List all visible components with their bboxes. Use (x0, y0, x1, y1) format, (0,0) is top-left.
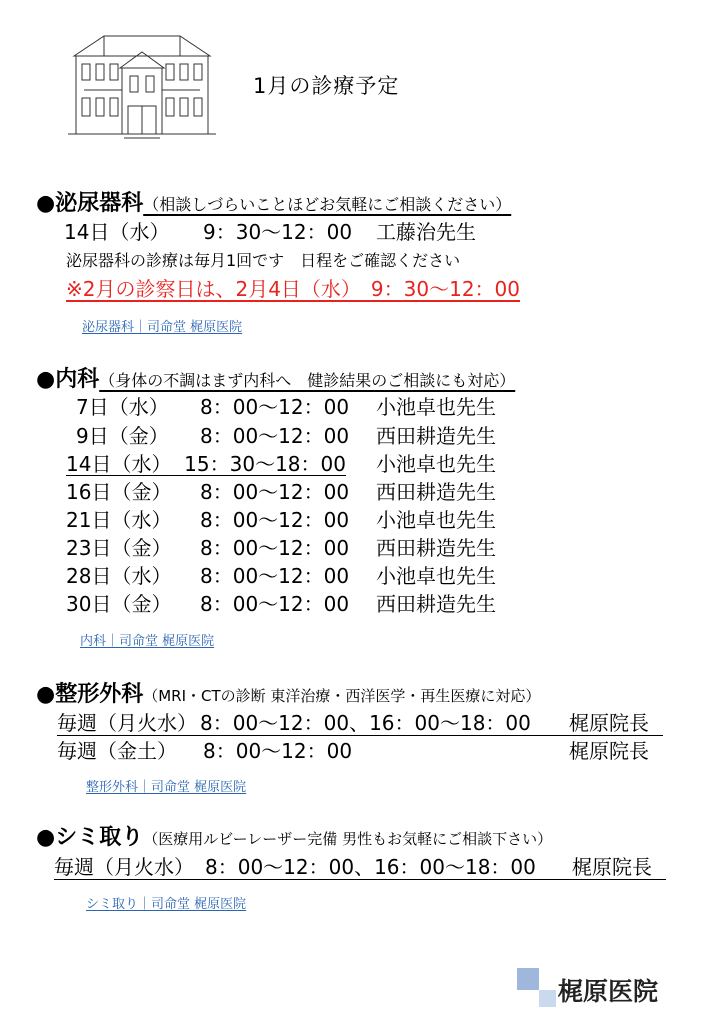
spots-heading: ●シミ取り (36, 825, 144, 850)
internal-time: 8：00～12：00 (200, 395, 350, 419)
internal-row (0, 504, 709, 530)
internal-date: 7日（水） (76, 395, 169, 419)
internal-time: 8：00～12：00 (200, 424, 350, 448)
clinic-logo-square-light (539, 990, 556, 1007)
internal-time: 15：30～18：00 (184, 452, 346, 476)
clinic-building-illustration (64, 28, 220, 140)
internal-doctor: 西田耕造先生 (376, 480, 496, 504)
ortho-days: 毎週（金土） (57, 739, 177, 763)
urology-link[interactable]: 泌尿器科｜司命堂 梶原医院 (82, 320, 243, 335)
internal-row (0, 560, 709, 586)
internal-doctor: 西田耕造先生 (376, 536, 496, 560)
ortho-row (57, 707, 663, 736)
internal-doctor: 西田耕造先生 (376, 592, 496, 616)
internal-time: 8：00～12：00 (200, 536, 350, 560)
ortho-doctor: 梶原院長 (569, 739, 649, 763)
internal-doctor: 小池卓也先生 (376, 564, 496, 588)
internal-date-time-underlined (66, 448, 358, 477)
internal-time: 8：00～12：00 (200, 564, 350, 588)
spots-link[interactable]: シミ取り｜司命堂 梶原医院 (86, 897, 247, 912)
ortho-time: 8：00～12：00、16：00～18：00 (200, 711, 531, 735)
internal-time: 8：00～12：00 (200, 508, 350, 532)
internal-date: 21日（水） (66, 508, 172, 532)
spots-note: （医療用ルビーレーザー完備 男性もお気軽にご相談下さい） (143, 830, 553, 848)
internal-date: 30日（金） (66, 592, 172, 616)
internal-row (0, 532, 709, 558)
spots-section-heading (36, 820, 552, 851)
urology-row (0, 216, 709, 242)
internal-note: （身体の不調はまず内科へ 健診結果のご相談にも対応） (99, 371, 516, 390)
internal-row (0, 420, 709, 446)
page-title: 1月の診療予定 (253, 74, 400, 98)
internal-date: 16日（金） (66, 480, 172, 504)
internal-row (0, 588, 709, 614)
urology-notice: ※2月の診察日は、2月4日（水） 9：30～12：00 (66, 277, 521, 301)
internal-row (0, 476, 709, 502)
spots-days: 毎週（月火水） (54, 855, 194, 879)
internal-time: 8：00～12：00 (200, 592, 350, 616)
clinic-logo-name: 梶原医院 (558, 977, 659, 1006)
internal-doctor: 小池卓也先生 (376, 508, 496, 532)
ortho-section-heading (36, 677, 540, 708)
ortho-doctor: 梶原院長 (569, 711, 649, 735)
spots-row (54, 851, 666, 880)
urology-info: 泌尿器科の診療は毎月1回です 日程をご確認ください (66, 251, 461, 270)
internal-doctor: 小池卓也先生 (376, 395, 496, 419)
ortho-note: （MRI・CTの診断 東洋治療・西洋医学・再生医療に対応） (143, 687, 541, 705)
internal-doctor: 西田耕造先生 (376, 424, 496, 448)
urology-heading: ●泌尿器科 (36, 191, 144, 216)
spots-time: 8：00～12：00、16：00～18：00 (205, 855, 536, 879)
urology-section-heading (36, 186, 511, 217)
internal-row (0, 391, 709, 417)
ortho-time: 8：00～12：00 (203, 739, 353, 763)
internal-date: 28日（水） (66, 564, 172, 588)
urology-doctor: 工藤治先生 (376, 220, 476, 244)
internal-heading: ●内科 (36, 367, 100, 392)
internal-date: 23日（金） (66, 536, 172, 560)
internal-row (0, 448, 709, 474)
internal-doctor: 小池卓也先生 (376, 452, 496, 476)
spots-doctor: 梶原院長 (572, 855, 652, 879)
ortho-row (57, 735, 663, 763)
urology-note: （相談しづらいことほどお気軽にご相談ください） (143, 195, 512, 214)
internal-date: 14日（水） (66, 452, 172, 476)
ortho-link[interactable]: 整形外科｜司命堂 梶原医院 (86, 780, 247, 795)
urology-time: 9：30～12：00 (203, 220, 353, 244)
urology-date: 14日（水） (64, 220, 170, 244)
ortho-days: 毎週（月火水） (57, 711, 197, 735)
internal-section-heading (36, 362, 515, 393)
clinic-logo-square-dark (517, 968, 539, 990)
internal-date: 9日（金） (76, 424, 169, 448)
internal-time: 8：00～12：00 (200, 480, 350, 504)
ortho-heading: ●整形外科 (36, 682, 144, 707)
internal-link[interactable]: 内科｜司命堂 梶原医院 (80, 634, 215, 649)
